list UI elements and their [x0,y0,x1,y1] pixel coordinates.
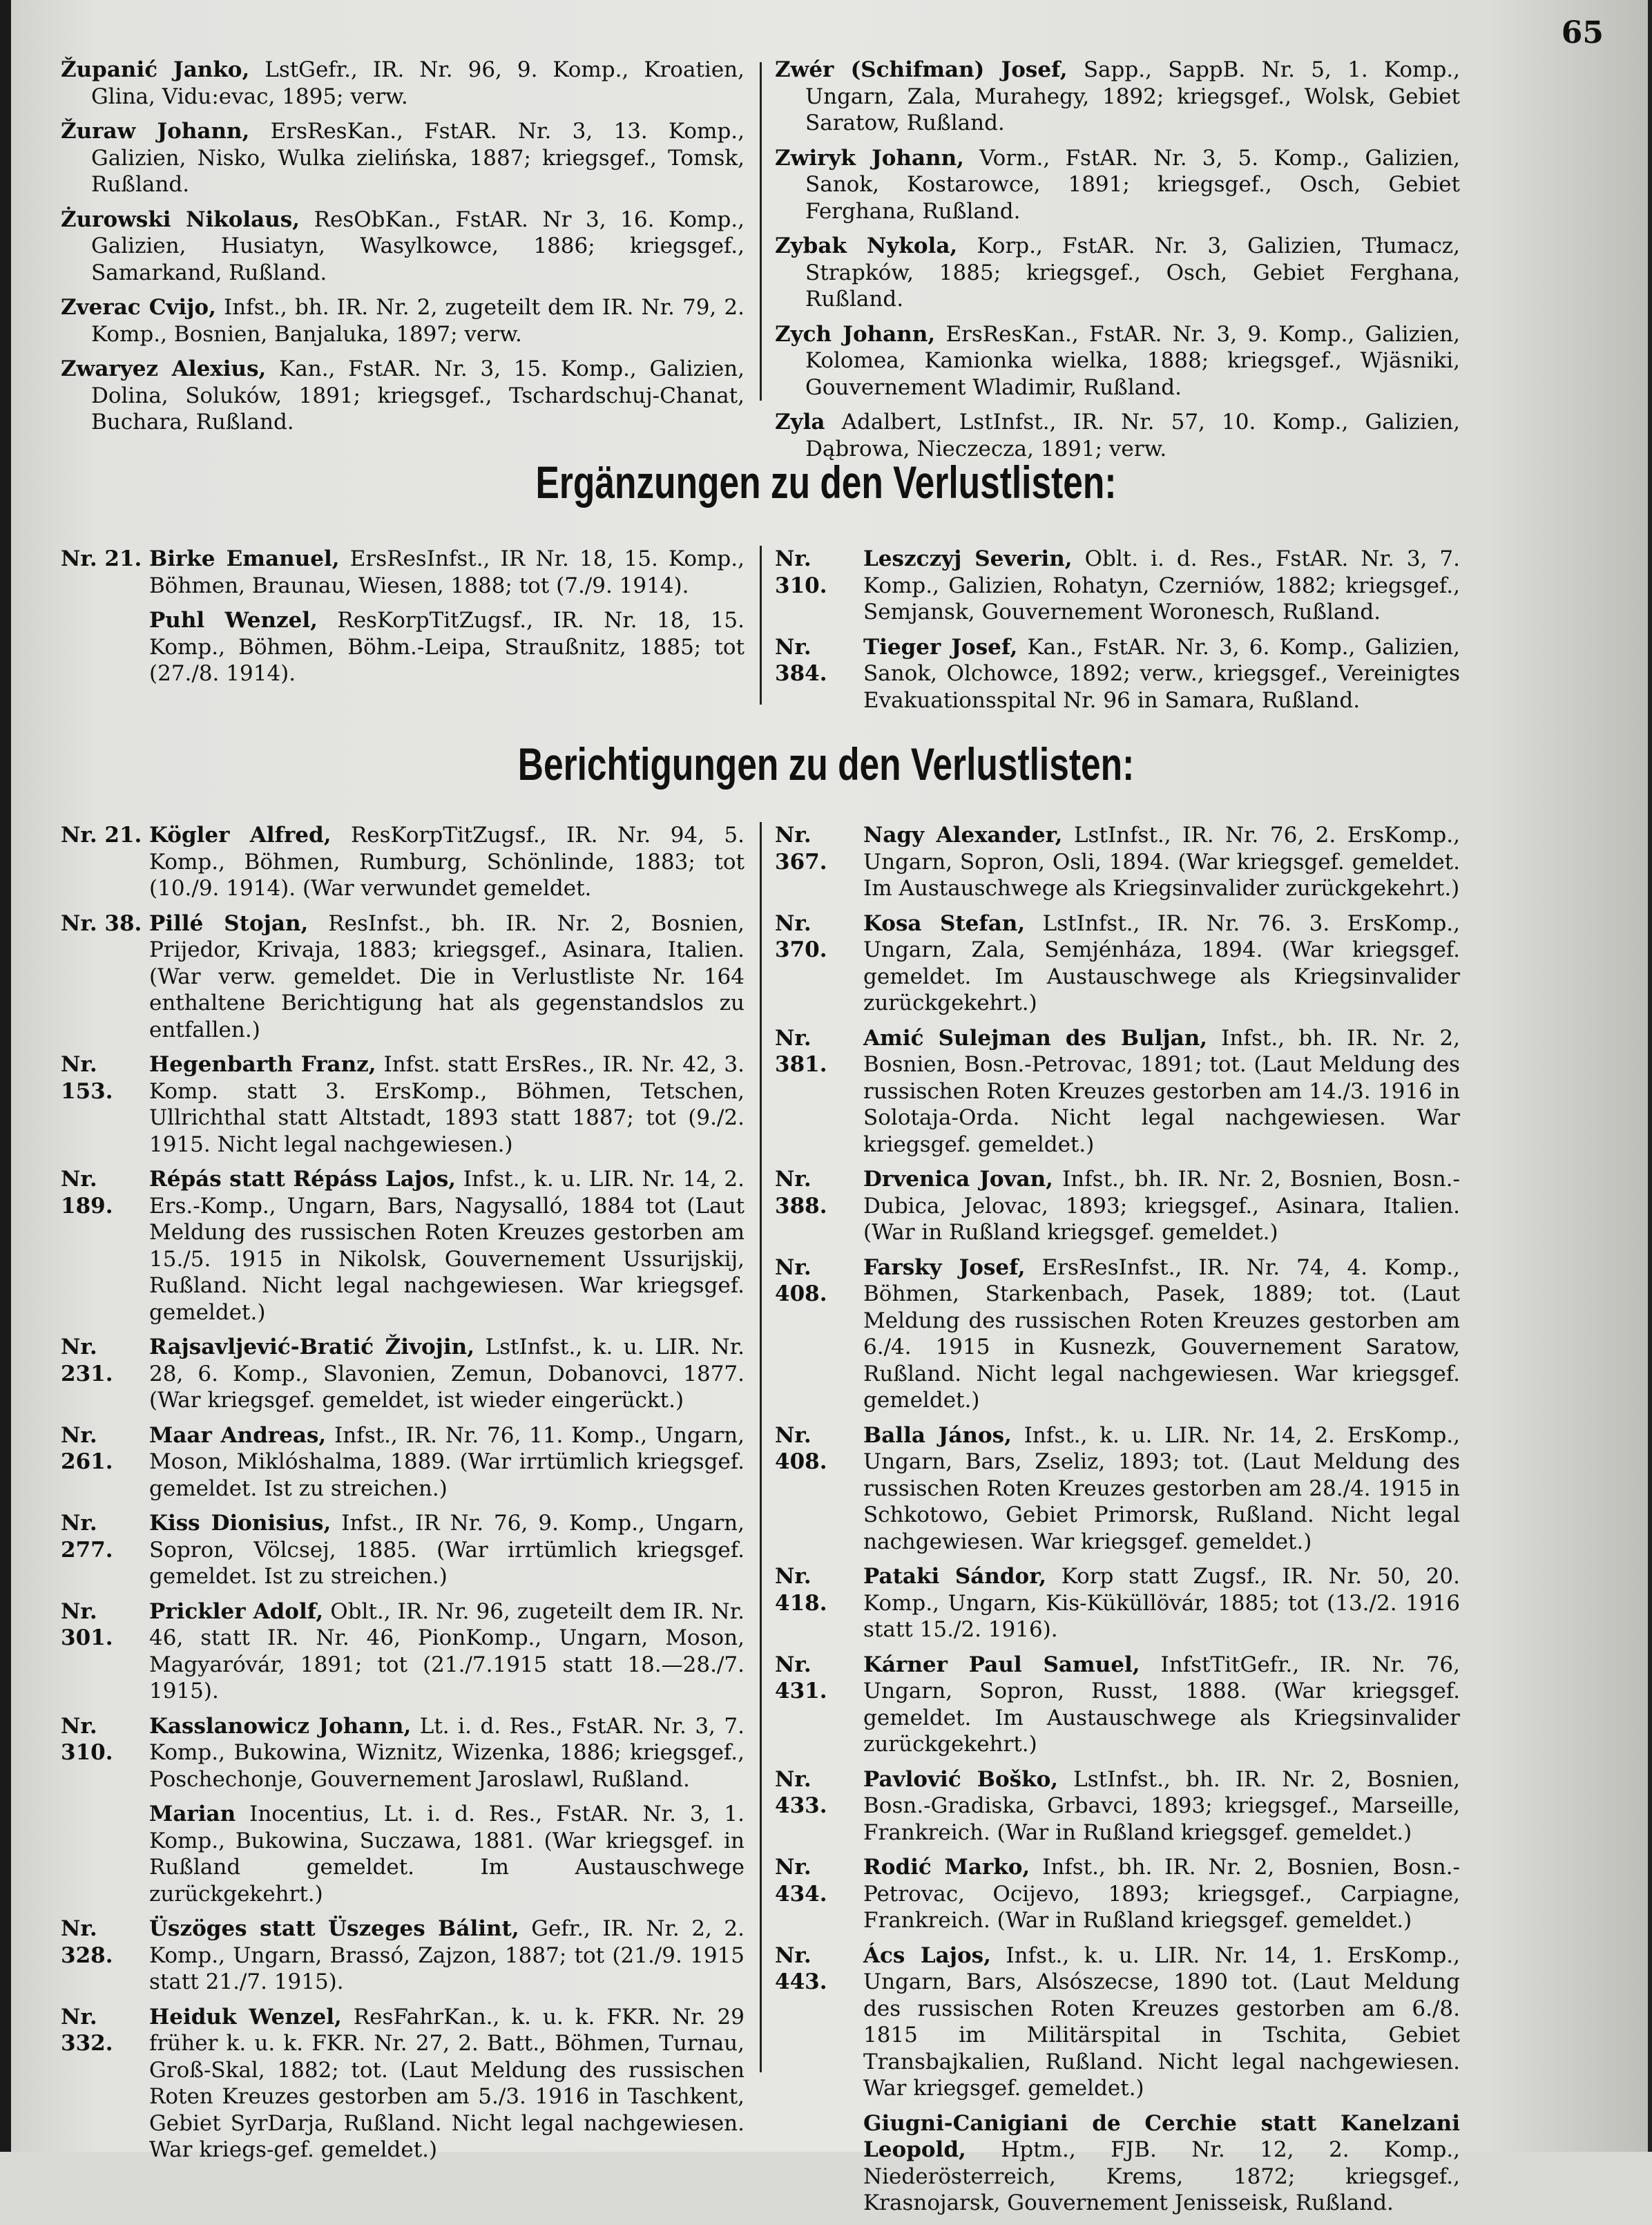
entry-name: Zwaryez Alexius, [61,356,267,381]
entry-list-number: Nr. 310. [61,1713,113,1765]
section3-left-column [61,822,745,2172]
entry-body [863,1766,1460,1846]
entry-text: LstGefr., IR. Nr. 96, 9. Komp., Kroatien, Glina, Vidu:evac, 1895; verw. [91,57,745,109]
entry-name: Farsky Josef, [863,1254,1026,1280]
entry-list-number: Nr. 21. [61,546,142,571]
section1-right-column [775,57,1460,470]
entry-text: Sapp., SappB. Nr. 5, 1. Komp., Ungarn, Zala, Murahegy, 1892; kriegsgef., Wolsk, Gebiet Saratow, Rußland. [805,57,1460,135]
entry-name: Marian [149,1802,236,1826]
entry-list-number: Nr. 310. [775,546,827,598]
entry-name: Répás statt Répáss Lajos, [149,1167,457,1192]
scan-edge-right [1648,0,1652,2152]
entry-body [149,1422,745,1502]
entry-name: Maar Andreas, [149,1422,327,1448]
list-entry [775,233,1460,313]
list-entry [61,546,745,599]
entry-text: ResObKan., FstAR. Nr 3, 16. Komp., Galizien, Husiatyn, Wasylkowce, 1886; kriegsgef., Samarkand, Rußland. [91,207,745,285]
list-entry [61,1598,745,1705]
list-entry [775,1854,1460,1934]
entry-body [149,1166,745,1326]
list-entry [775,2110,1460,2217]
list-entry [61,1916,745,1996]
section2-right-column [775,546,1460,722]
entry-name: Pillé Stojan, [149,910,309,936]
list-entry [61,822,745,902]
entry-text: Gefr., IR. Nr. 2, 2. Komp., Ungarn, Brassó, Zajzon, 1887; tot (21./9. 1915 statt 21./7. 1915). [149,1916,745,1994]
entry-list-number: Nr. 189. [61,1167,113,1219]
list-entry [61,910,745,1044]
entry-name: Amić Sulejman des Buljan, [863,1025,1208,1051]
entry-text: Infst., IR. Nr. 76, 11. Komp., Ungarn, Moson, Miklóshalma, 1889. (War irrtümlich kriegsgef. gemeldet. Ist zu streichen.) [149,1422,745,1501]
list-entry [775,546,1460,626]
entry-name: Balla János, [863,1422,1012,1448]
entry-body [863,1422,1460,1556]
entry-text: Adalbert, LstInfst., IR. Nr. 57, 10. Komp., Galizien, Dąbrowa, Nieczecza, 1891; verw. [805,410,1460,461]
entry-body [149,1510,745,1590]
entry-list-number: Nr. 153. [61,1052,113,1104]
entry-text: Infst., k. u. LIR. Nr. 14, 1. ErsKomp., Ungarn, Bars, Alsószecse, 1890 tot. (Laut Meldung des russischen Roten Kreuzes gestorben am 6./8. 1815 im Militärspital in Tschita, Gebiet Transbajkalien, Rußland. Nicht legal nachgewiesen. War kriegsgef. gemeldet.) [863,1942,1461,2101]
scan-edge-left [0,0,11,2152]
list-entry [61,1801,745,1907]
entry-list-number: Nr. 408. [775,1422,827,1474]
entry-list-number: Nr. 443. [775,1942,827,1994]
entry-text: Vorm., FstAR. Nr. 3, 5. Komp., Galizien, Sanok, Kostarowce, 1891; kriegsgef., Osch, Gebiet Ferghana, Rußland. [805,145,1460,224]
entry-list-number: Nr. 418. [775,1564,827,1616]
section3-right-column [775,822,1460,2225]
entry-body [149,607,745,687]
entry-body [863,1254,1460,1414]
entry-body [149,1801,745,1907]
entry-name: Kárner Paul Samuel, [863,1652,1140,1677]
entry-body [149,910,745,1044]
list-entry [61,118,745,198]
entry-text: Infst., k. u. LIR. Nr. 14, 2. ErsKomp., Ungarn, Bars, Zseliz, 1893; tot. (Laut Meldung des russischen Roten Kreuzes gestorben am 28./4. 1915 in Schkotowo, Gebiet Primorsk, Rußland. Nicht legal nachgewiesen. War kriegsgef. gemeldet.) [863,1422,1461,1554]
entry-text: InfstTitGefr., IR. Nr. 76, Ungarn, Sopron, Russt, 1888. (War kriegsgef. gemeldet. Im Austauschwege als Kriegsinvalider zurückgekehrt.) [863,1652,1461,1757]
list-entry [61,57,745,110]
entry-text: Oblt. i. d. Res., FstAR. Nr. 3, 7. Komp., Galizien, Rohatyn, Czerniów, 1882; kriegsgef., Semjansk, Gouvernement Woronesch, Rußland. [863,546,1460,624]
entry-name: Zwiryk Johann, [775,145,964,171]
entry-name: Kögler Alfred, [149,823,332,848]
entry-body [863,1854,1460,1934]
entry-list-number: Nr. 301. [61,1598,113,1650]
list-entry [61,1051,745,1158]
entry-list-number: Nr. 434. [775,1855,827,1907]
entry-text: LstInfst., IR. Nr. 76, 2. ErsKomp., Ungarn, Sopron, Osli, 1894. (War kriegsgef. gemeldet. Im Austauschwege als Kriegsinvalider zurückgekehrt.) [863,823,1460,901]
list-entry [61,1422,745,1502]
entry-list-number: Nr. 408. [775,1254,827,1306]
heading-ergaenzungen: Ergänzungen zu den Verlustlisten: [535,457,1117,508]
entry-text: Infst., bh. IR. Nr. 2, zugeteilt dem IR. Nr. 79, 2. Komp., Bosnien, Banjaluka, 1897; verw. [91,295,745,347]
list-entry [775,1942,1460,2102]
page-number: 65 [1561,15,1604,50]
entry-name: Giugni-Canigiani de Cerchie statt Kanelzani Leopold, [863,2110,1460,2162]
entry-text: Infst., bh. IR. Nr. 2, Bosnien, Bosn.-Dubica, Jelovac, 1893; kriegsgef., Asinara, Italien. (War in Rußland kriegsgef. gemeldet.) [863,1167,1460,1245]
entry-text: Korp., FstAR. Nr. 3, Galizien, Tłumacz, Strapków, 1885; kriegsgef., Osch, Gebiet Ferghana, Rußland. [805,233,1460,312]
entry-body [863,1942,1460,2102]
entry-text: Hptm., FJB. Nr. 12, 2. Komp., Niederösterreich, Krems, 1872; kriegsgef., Krasnojarsk, Gouvernement Jenisseisk, Rußland. [863,2137,1460,2215]
list-entry [775,1422,1460,1556]
entry-text: ResKorpTitZugsf., IR. Nr. 18, 15. Komp., Böhmen, Böhm.-Leipa, Straußnitz, 1885; tot (27./8. 1914). [149,608,745,686]
entry-text: Infst., k. u. LIR. Nr. 14, 2. Ers.-Komp., Ungarn, Bars, Nagysalló, 1884 tot (Laut Meldung des russischen Roten Kreuzes gestorben am 15./5. 1915 in Nikolsk, Gouvernement Ussurijskij, Rußland. Nicht legal nachgewiesen. War kriegsgef. gemeldet.) [149,1167,745,1325]
entry-list-number: Nr. 277. [61,1511,113,1563]
entry-name: Kasslanowicz Johann, [149,1713,412,1739]
entry-body [863,1025,1460,1158]
list-entry [61,1166,745,1326]
entry-text: LstInfst., bh. IR. Nr. 2, Bosnien, Bosn.-Gradiska, Grbavci, 1893; kriegsgef., Marseille, Frankreich. (War in Rußland kriegsgef. gemeldet.) [863,1766,1460,1845]
entry-body [149,1713,745,1793]
entry-name: Kiss Dionisius, [149,1511,332,1536]
entry-list-number: Nr. 370. [775,910,827,962]
list-entry [775,1766,1460,1846]
entry-body [149,546,745,599]
entry-name: Zybak Nykola, [775,233,958,258]
list-entry [61,356,745,436]
section1-left-column [61,57,745,444]
entry-body [863,1563,1460,1643]
entry-list-number: Nr. 431. [775,1652,827,1703]
list-entry [775,1025,1460,1158]
entry-name: Rajsavljević-Bratić Živojin, [149,1335,475,1359]
list-entry [775,321,1460,401]
list-entry [775,1166,1460,1246]
list-entry [775,634,1460,714]
entry-list-number: Nr. 381. [775,1025,827,1077]
entry-list-number [61,1801,149,1907]
entry-body [863,822,1460,902]
entry-text: Korp statt Zugsf., IR. Nr. 50, 20. Komp., Ungarn, Kis-Küküllövár, 1885; tot (13./2. 1916 statt 15./2. 1916). [863,1564,1460,1642]
entry-text: Oblt., IR. Nr. 96, zugeteilt dem IR. Nr. 46, statt IR. Nr. 46, PionKomp., Ungarn, Moson, Magyaróvár, 1891; tot (21./7.1915 statt 18.—28./7. 1915). [149,1598,745,1703]
list-entry [61,1334,745,1414]
entry-name: Zych Johann, [775,321,936,347]
entry-name: Ács Lajos, [863,1942,991,1968]
entry-list-number: Nr. 38. [61,910,142,936]
entry-text: ResFahrKan., k. u. k. FKR. Nr. 29 früher k. u. k. FKR. Nr. 27, 2. Batt., Böhmen, Turnau, Groß-Skal, 1882; tot. (Laut Meldung des russischen Roten Kreuzes gestorben am 5./3. 1916 in Taschkent, Gebiet SyrDarja, Rußland. Nicht legal nachgewiesen. War kriegs-gef. gemeldet.) [149,2004,745,2162]
entry-name: Üszöges statt Üszeges Bálint, [149,1916,519,1941]
list-entry [61,1510,745,1590]
entry-text: Lt. i. d. Res., FstAR. Nr. 3, 7. Komp., Bukowina, Wiznitz, Wizenka, 1886; kriegsgef., Poschechonje, Gouvernement Jaroslawl, Rußland. [149,1713,745,1792]
entry-text: Infst., IR Nr. 76, 9. Komp., Ungarn, Sopron, Völcsej, 1885. (War irrtümlich kriegsgef. gemeldet. Ist zu streichen.) [149,1511,745,1589]
column-divider-3 [760,822,762,2072]
entry-text: ErsResKan., FstAR. Nr. 3, 9. Komp., Galizien, Kolomea, Kamionka wielka, 1888; kriegsgef., Wjäsniki, Gouvernement Wladimir, Rußland. [805,321,1460,400]
column-divider-1 [760,62,762,401]
list-entry [775,1254,1460,1414]
entry-name: Puhl Wenzel, [149,608,318,633]
list-entry [61,607,745,687]
list-entry [61,1713,745,1793]
list-entry [61,207,745,287]
entry-list-number: Nr. 384. [775,634,827,686]
entry-list-number: Nr. 261. [61,1422,113,1474]
entry-text: ResInfst., bh. IR. Nr. 2, Bosnien, Prijedor, Krivaja, 1883; kriegsgef., Asinara, Italien. (War verw. gemeldet. Die in Verlustliste Nr. 164 enthaltene Berichtigung hat als gegenstandslos zu entfallen.) [149,910,745,1042]
entry-name: Rodić Marko, [863,1855,1030,1880]
entry-text: Inocentius, Lt. i. d. Res., FstAR. Nr. 3, 1. Komp., Bukowina, Suczawa, 1881. (War kriegsgef. in Rußland gemeldet. Im Austauschwege zurückgekehrt.) [149,1802,745,1907]
entry-body [149,1598,745,1705]
entry-name: Leszczyj Severin, [863,546,1073,571]
entry-body [149,1916,745,1996]
entry-text: LstInfst., k. u. LIR. Nr. 28, 6. Komp., Slavonien, Zemun, Dobanovci, 1877. (War kriegsgef. gemeldet, ist wieder eingerückt.) [149,1335,745,1413]
entry-name: Zwér (Schifman) Josef, [775,57,1068,82]
entry-text: ErsResInfst., IR Nr. 18, 15. Komp., Böhmen, Braunau, Wiesen, 1888; tot (7./9. 1914). [149,546,745,598]
entry-body [863,2110,1460,2217]
entry-name: Heiduk Wenzel, [149,2004,342,2030]
entry-text: Infst., bh. IR. Nr. 2, Bosnien, Bosn.-Petrovac, Ocijevo, 1893; kriegsgef., Carpiagne, Frankreich. (War in Rußland kriegsgef. gemeldet.) [863,1855,1460,1933]
list-entry [775,145,1460,225]
entry-name: Hegenbarth Franz, [149,1052,376,1077]
entry-name: Nagy Alexander, [863,823,1063,848]
entry-name: Zverac Cvijo, [61,295,216,320]
entry-text: Infst., bh. IR. Nr. 2, Bosnien, Bosn.-Petrovac, 1891; tot. (Laut Meldung des russischen Roten Kreuzes gestorben am 14./3. 1916 in Solotaja-Orda. Nicht legal nachgewiesen. War kriegsgef. gemeldet.) [863,1025,1461,1157]
entry-body [863,546,1460,626]
entry-name: Kosa Stefan, [863,910,1026,936]
list-entry [775,409,1460,462]
entry-text: ErsResInfst., IR. Nr. 74, 4. Komp., Böhmen, Starkenbach, Pasek, 1889; tot. (Laut Meldung des russischen Roten Kreuzes gestorben am 6./4. 1915 in Kusnezk, Gouvernement Saratow, Rußland. Nicht legal nachgewiesen. War kriegsgef. gemeldet.) [863,1254,1461,1413]
entry-body [863,910,1460,1017]
entry-list-number [775,2110,863,2217]
entry-text: Infst. statt ErsRes., IR. Nr. 42, 3. Komp. statt 3. ErsKomp., Böhmen, Tetschen, Ullrichthal statt Altstadt, 1893 statt 1887; tot (9./2. 1915. Nicht legal nachgewiesen.) [149,1052,745,1157]
list-entry [61,2004,745,2164]
entry-body [149,1334,745,1414]
entry-body [863,634,1460,714]
entry-list-number [61,607,149,687]
entry-list-number: Nr. 328. [61,1916,113,1968]
entry-body [863,1652,1460,1758]
entry-name: Zyla [775,410,825,435]
entry-name: Žuraw Johann, [61,119,250,144]
entry-body [149,1051,745,1158]
entry-text: LstInfst., IR. Nr. 76. 3. ErsKomp., Ungarn, Zala, Semjénháza, 1894. (War kriegsgef. gemeldet. Im Austauschwege als Kriegsinvalider zurückgekehrt.) [863,910,1460,1015]
entry-text: Kan., FstAR. Nr. 3, 6. Komp., Galizien, Sanok, Olchowce, 1892; verw., kriegsgef., Vereinigtes Evakuationsspital Nr. 96 in Samara, Rußland. [863,634,1460,713]
list-entry [775,57,1460,137]
entry-name: Tieger Josef, [863,634,1018,660]
entry-name: Birke Emanuel, [149,546,340,571]
list-entry [775,910,1460,1017]
entry-text: ErsResKan., FstAR. Nr. 3, 13. Komp., Galizien, Nisko, Wulka zielińska, 1887; kriegsgef., Tomsk, Rußland. [91,119,745,197]
entry-name: Županić Janko, [61,57,250,82]
entry-list-number: Nr. 21. [61,823,142,848]
entry-name: Pataki Sándor, [863,1564,1047,1589]
entry-name: Prickler Adolf, [149,1598,324,1624]
entry-list-number: Nr. 332. [61,2004,113,2056]
entry-list-number: Nr. 433. [775,1766,827,1818]
list-entry [775,1563,1460,1643]
entry-name: Drvenica Jovan, [863,1167,1053,1192]
list-entry [775,822,1460,902]
entry-list-number: Nr. 388. [775,1167,827,1219]
entry-text: ResKorpTitZugsf., IR. Nr. 94, 5. Komp., Böhmen, Rumburg, Schönlinde, 1883; tot (10./9. 1914). (War verwundet gemeldet. [149,823,745,901]
entry-body [863,1166,1460,1246]
entry-text: Kan., FstAR. Nr. 3, 15. Komp., Galizien, Dolina, Soluków, 1891; kriegsgef., Tschardschuj-Chanat, Buchara, Rußland. [91,356,745,435]
heading-berichtigungen: Berichtigungen zu den Verlustlisten: [517,738,1135,790]
section2-left-column [61,546,745,696]
entry-list-number: Nr. 231. [61,1335,113,1386]
list-entry [61,294,745,347]
entry-list-number: Nr. 367. [775,823,827,875]
column-divider-2 [760,546,762,705]
list-entry [775,1652,1460,1758]
entry-body [149,2004,745,2164]
entry-body [149,822,745,902]
entry-name: Żurowski Nikolaus, [61,207,300,232]
entry-name: Pavlović Boško, [863,1766,1059,1792]
